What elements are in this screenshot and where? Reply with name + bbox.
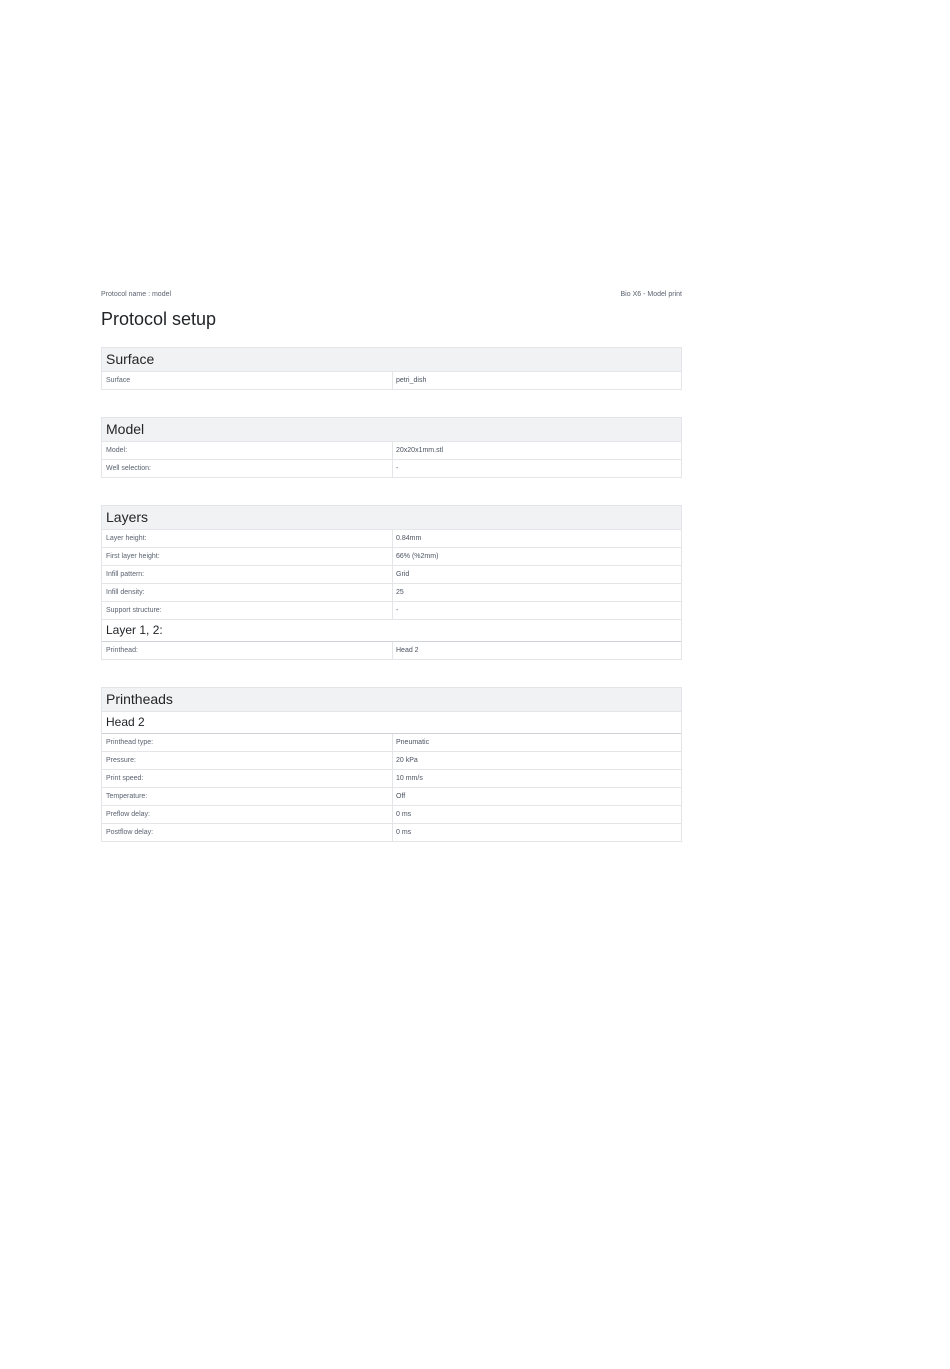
page-title: Protocol setup — [101, 309, 217, 329]
table-row — [102, 566, 681, 584]
row-label: Infill density: — [102, 584, 393, 601]
protocol-page — [101, 288, 682, 869]
row-label: Print speed: — [102, 770, 393, 787]
row-label: Support structure: — [102, 602, 393, 619]
row-value: 20 kPa — [396, 757, 418, 764]
row-value: 20x20x1mm.stl — [396, 447, 444, 454]
page-header — [101, 288, 682, 302]
table-row — [102, 602, 681, 620]
table-row — [102, 770, 681, 788]
row-value: 0.84mm — [396, 535, 422, 542]
table-row — [102, 530, 681, 548]
row-label: Surface — [102, 372, 393, 389]
device-name: Bio X6 - Model print — [620, 291, 682, 298]
section-title: Model — [102, 418, 681, 442]
printheads-section — [101, 687, 682, 842]
row-label: Printhead: — [102, 642, 393, 659]
protocol-name: Protocol name : model — [101, 291, 172, 298]
table-row — [102, 752, 681, 770]
table-row — [102, 460, 681, 478]
row-value: - — [396, 607, 399, 614]
table-row — [102, 372, 681, 390]
row-value: 25 — [396, 589, 404, 596]
row-value: 10 mm/s — [396, 775, 423, 782]
row-label: Infill pattern: — [102, 566, 393, 583]
row-value: petri_dish — [396, 377, 427, 384]
table-row — [102, 642, 681, 660]
row-label: Layer height: — [102, 530, 393, 547]
table-row — [102, 548, 681, 566]
printhead-subheading: Head 2 — [102, 712, 681, 734]
model-section — [101, 417, 682, 478]
section-title: Surface — [102, 348, 681, 372]
table-row — [102, 788, 681, 806]
table-row — [102, 824, 681, 842]
row-value: Off — [396, 793, 406, 800]
table-row — [102, 584, 681, 602]
surface-section — [101, 347, 682, 390]
layers-section — [101, 505, 682, 660]
row-value: 0 ms — [396, 811, 412, 818]
table-row — [102, 806, 681, 824]
row-label: First layer height: — [102, 548, 393, 565]
row-label: Preflow delay: — [102, 806, 393, 823]
table-row — [102, 442, 681, 460]
layer-subheading: Layer 1, 2: — [102, 620, 681, 642]
section-title: Printheads — [102, 688, 681, 712]
row-value: 0 ms — [396, 829, 412, 836]
row-value: Head 2 — [396, 647, 419, 654]
row-label: Pressure: — [102, 752, 393, 769]
row-value: - — [396, 465, 399, 472]
row-label: Temperature: — [102, 788, 393, 805]
row-label: Model: — [102, 442, 393, 459]
row-label: Postflow delay: — [102, 824, 393, 841]
table-row — [102, 734, 681, 752]
row-value: Pneumatic — [396, 739, 430, 746]
row-label: Well selection: — [102, 460, 393, 477]
row-value: Grid — [396, 571, 410, 578]
row-value: 66% (%2mm) — [396, 553, 439, 560]
row-label: Printhead type: — [102, 734, 393, 751]
section-title: Layers — [102, 506, 681, 530]
